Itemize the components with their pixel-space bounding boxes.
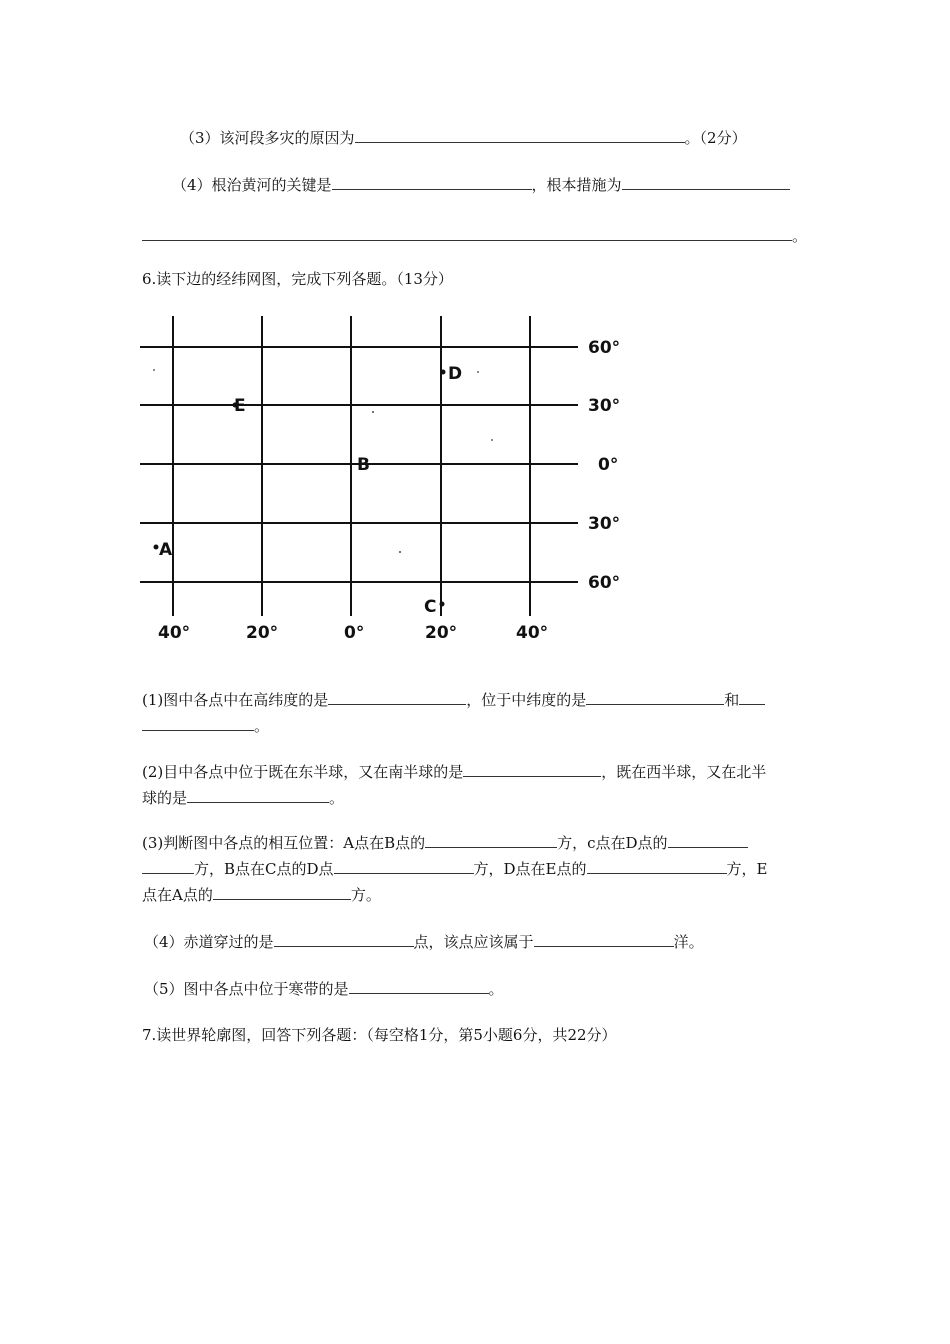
answer-blank[interactable] — [332, 173, 532, 190]
lon-label: 40° — [158, 623, 191, 643]
q6-item2 — [142, 760, 766, 783]
q6-item5-text: 。 — [488, 980, 504, 998]
point-b-label: B — [357, 455, 370, 475]
answer-blank[interactable] — [587, 857, 727, 874]
speck — [372, 411, 374, 413]
answer-blank[interactable] — [355, 126, 685, 143]
answer-blank[interactable] — [142, 224, 792, 241]
point-e-label: E — [234, 396, 246, 416]
speck — [399, 551, 401, 553]
answer-blank[interactable] — [622, 173, 790, 190]
speck — [477, 371, 479, 373]
point-d-dot — [441, 370, 446, 375]
q6-item2-text: 球的是 — [142, 789, 188, 807]
q6-item2-text: (2)目中各点中位于既在东半球，又在南半球的是 — [142, 763, 464, 781]
q6-item3-cont2 — [142, 883, 381, 906]
q6-item3-cont — [142, 857, 767, 880]
answer-blank[interactable] — [334, 857, 474, 874]
q6-item1-text: ，位于中纬度的是 — [466, 691, 587, 709]
q6-item4-text: （4）赤道穿过的是 — [144, 933, 274, 951]
lat-label: 0° — [598, 455, 619, 475]
q6-item1-text: (1)图中各点中在高纬度的是 — [142, 691, 329, 709]
q6-item3 — [142, 831, 748, 854]
q6-item3-text: 点在A点的 — [142, 886, 213, 904]
point-a-dot — [154, 545, 159, 550]
q6-item2-text: 。 — [329, 789, 345, 807]
q6-item5-text: （5）图中各点中位于寒带的是 — [144, 980, 349, 998]
point-a-label: A — [159, 540, 173, 560]
q6-item3-text: 方，D点在E点的 — [473, 860, 587, 878]
q6-item3-text: 方，c点在D点的 — [557, 834, 668, 852]
q7-title: 7.读世界轮廓图，回答下列各题：（每空格1分，第5小题6分，共22分） — [142, 1026, 617, 1044]
answer-blank[interactable] — [142, 714, 254, 731]
lat-label: 60° — [588, 338, 621, 358]
speck — [153, 369, 155, 371]
q6-item4-text: 洋。 — [673, 933, 704, 951]
q6-item2-cont — [142, 786, 344, 809]
q6-item3-text: 方。 — [350, 886, 381, 904]
q5-item3 — [180, 126, 747, 149]
q6-item4 — [144, 930, 704, 953]
q6-item2-text: ，既在西半球，又在北半 — [601, 763, 767, 781]
answer-blank[interactable] — [349, 977, 489, 994]
answer-blank[interactable] — [586, 688, 724, 705]
answer-blank[interactable] — [739, 688, 765, 705]
q6-item5 — [144, 977, 504, 1000]
q5-item4-end: 。 — [792, 227, 808, 245]
q6-item3-text: 方，E — [726, 860, 768, 878]
speck — [491, 439, 493, 441]
answer-blank[interactable] — [187, 786, 329, 803]
q6-item1-text: 和 — [724, 691, 740, 709]
q6-item3-text: (3)判断图中各点的相互位置：A点在B点的 — [142, 834, 426, 852]
answer-blank[interactable] — [328, 688, 466, 705]
lat-lon-grid-map — [130, 310, 630, 650]
answer-blank[interactable] — [274, 930, 414, 947]
lon-label: 0° — [344, 623, 365, 643]
q5-item4-mid: ，根本措施为 — [531, 176, 622, 194]
q6-item4-text: 点，该点应该属于 — [413, 933, 534, 951]
lat-label: 30° — [588, 514, 621, 534]
point-c-label: C — [424, 597, 437, 617]
answer-blank[interactable] — [668, 831, 748, 848]
q5-item3-text: （3）该河段多灾的原因为 — [180, 129, 355, 147]
lat-label: 60° — [588, 573, 621, 593]
q6-item1-cont — [142, 714, 269, 737]
lon-label: 40° — [516, 623, 549, 643]
answer-blank[interactable] — [463, 760, 601, 777]
answer-blank[interactable] — [425, 831, 557, 848]
q5-item4-cont — [142, 224, 807, 247]
q6-item3-text: 方，B点在C点的D点 — [194, 860, 334, 878]
q5-item4-text: （4）根治黄河的关键是 — [172, 176, 332, 194]
q6-item1 — [142, 688, 765, 711]
answer-blank[interactable] — [213, 883, 351, 900]
answer-blank[interactable] — [142, 857, 194, 874]
q6-title: 6.读下边的经纬网图，完成下列各题。（13分） — [142, 270, 453, 288]
point-c-dot — [440, 602, 445, 607]
lon-label: 20° — [246, 623, 279, 643]
lat-label: 30° — [588, 396, 621, 416]
answer-blank[interactable] — [534, 930, 674, 947]
point-d-label: D — [448, 364, 463, 384]
q6-item1-text: 。 — [254, 717, 270, 735]
lon-label: 20° — [425, 623, 458, 643]
q5-item3-end: 。（2分） — [684, 129, 747, 147]
q5-item4 — [172, 173, 790, 196]
